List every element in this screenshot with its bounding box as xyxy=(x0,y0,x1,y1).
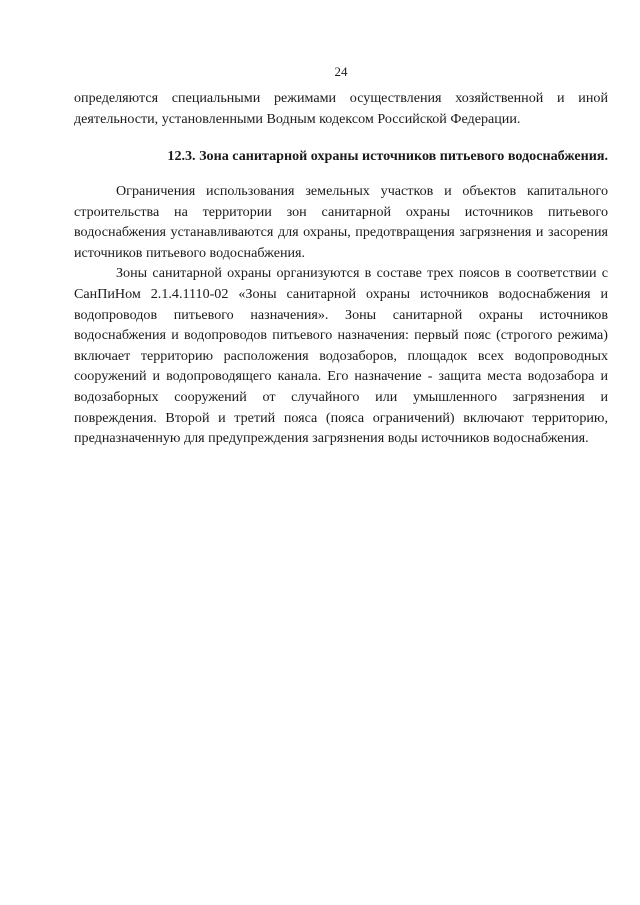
paragraph-zones: Зоны санитарной охраны организуются в составе трех поясов в соответствии с СанПиНом 2.1.4.1110-02 «Зоны санитарной охраны источников водоснабжения и водопроводов питьевого назначения». Зоны санитарной охраны источников водоснабжения и водопроводов питьевого назначения: первый пояс (строгого режима) включает территорию расположения водозаборов, площадок всех водопроводных сооружений и водопроводящего канала. Его назначение - защита места водозабора и водозаборных сооружений от случайного или умышленного загрязнения и повреждения. Второй и третий пояса (пояса ограничений) включают территорию, предназначенную для предупреждения загрязнения воды источников водоснабжения. xyxy=(74,265,608,447)
continuation-paragraph: определяются специальными режимами осуществления хозяйственной и иной деятельности, установленными Водным кодексом Российской Федерации. xyxy=(74,90,608,127)
page-number: 24 xyxy=(334,64,348,79)
paragraph-restrictions: Ограничения использования земельных участков и объектов капитального строительства на территории зон санитарной охраны источников питьевого водоснабжения устанавливаются для охраны, предотвращения загрязнения и засорения источников питьевого водоснабжения. xyxy=(74,183,608,261)
section-body xyxy=(74,181,608,449)
section-heading: 12.3. Зона санитарной охраны источников питьевого водоснабжения. xyxy=(167,148,608,164)
